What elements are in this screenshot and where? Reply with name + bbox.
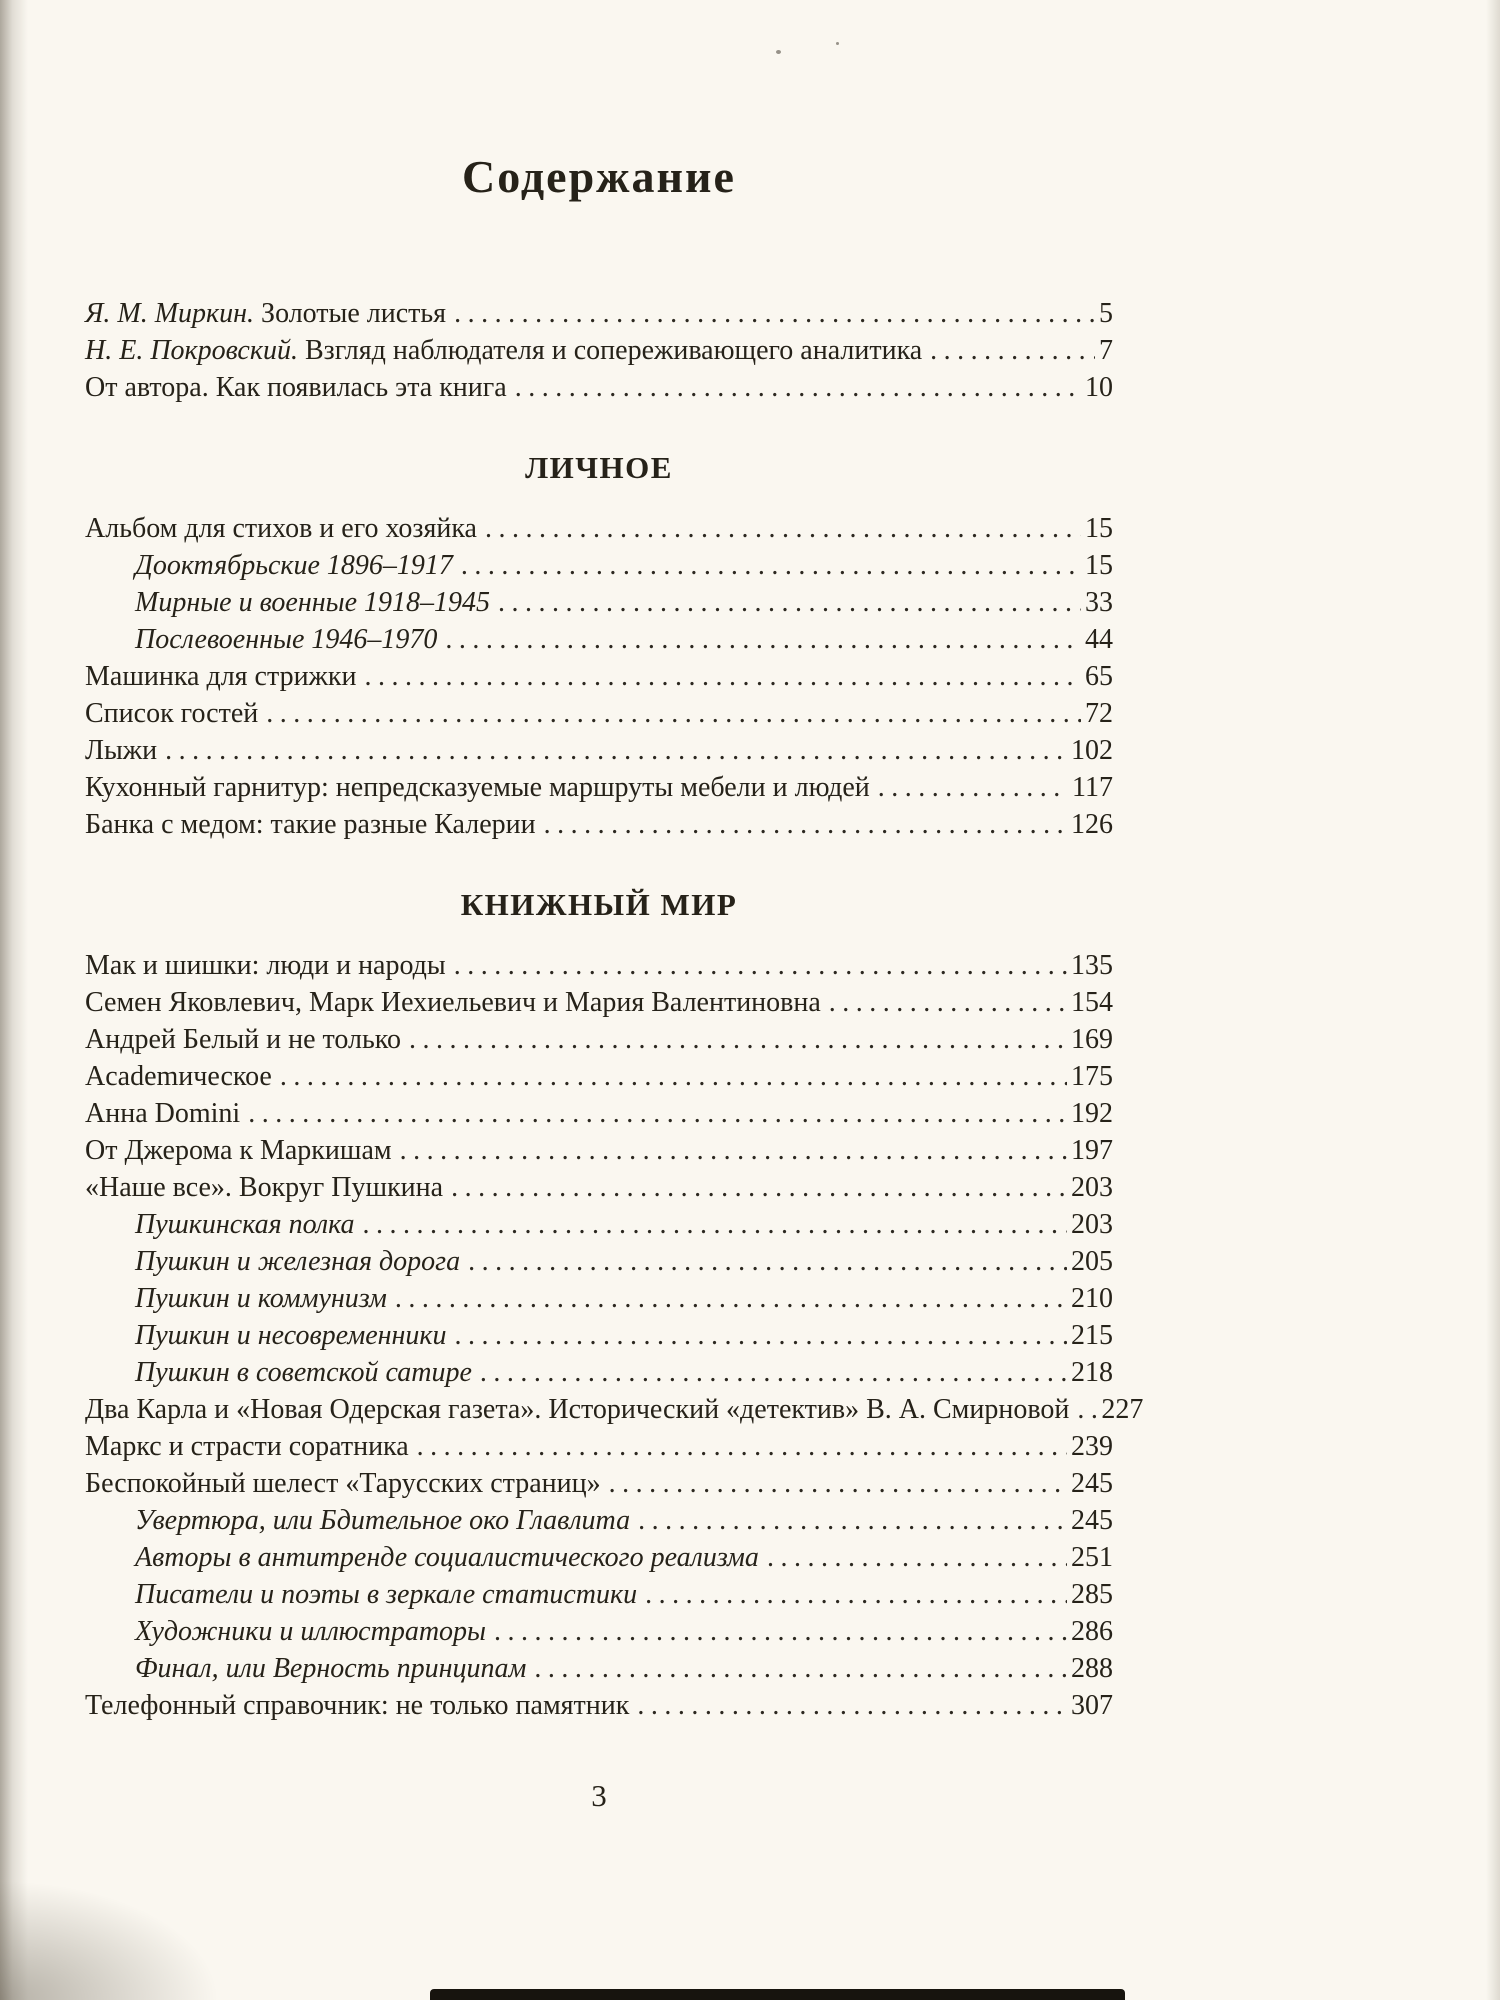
toc-entry-page: 205 (1071, 1246, 1113, 1277)
toc-leader-dots (248, 1095, 1067, 1132)
section-heading: КНИЖНЫЙ МИР (460, 887, 738, 922)
sections-container (85, 450, 1144, 1724)
toc-entry-page: 203 (1071, 1209, 1113, 1240)
toc-entry (85, 1243, 1113, 1280)
toc-entry-page: 135 (1071, 950, 1113, 981)
toc-entry-page: 227 (1101, 1394, 1144, 1425)
toc-entry-page: 44 (1085, 624, 1113, 655)
toc-leader-dots (280, 1058, 1067, 1095)
toc-entry (85, 769, 1113, 806)
toc-entry-page: 5 (1099, 298, 1113, 329)
toc-leader-dots (468, 1243, 1067, 1280)
toc-leader-dots (266, 695, 1081, 732)
toc-entry (85, 1132, 1113, 1169)
toc-leader-dots (609, 1465, 1067, 1502)
toc-entry-title: Список гостей (85, 698, 259, 729)
toc-entry-page: 251 (1071, 1542, 1113, 1573)
toc-leader-dots (409, 1021, 1067, 1058)
toc-entry-title: Анна Domini (85, 1098, 241, 1129)
toc-entry-title: Авторы в антитренде социалистического реализма (135, 1542, 759, 1573)
toc-entry-title: Послевоенные 1946–1970 (135, 624, 438, 655)
toc-entry (85, 1206, 1113, 1243)
toc-leader-dots (364, 658, 1081, 695)
toc-entry-title: Беспокойный шелест «Тарусских страниц» (85, 1468, 601, 1499)
toc-entry-page: 215 (1071, 1320, 1113, 1351)
toc-leader-dots (1077, 1391, 1097, 1428)
toc-leader-dots (485, 510, 1081, 547)
toc-leader-dots (165, 732, 1067, 769)
toc-entry-page: 288 (1071, 1653, 1113, 1684)
toc-entry (85, 1650, 1113, 1687)
toc-leader-dots (363, 1206, 1067, 1243)
toc-entry-page: 33 (1085, 587, 1113, 618)
toc-leader-dots (480, 1354, 1067, 1391)
toc-entry-title: Два Карла и «Новая Одерская газета». Исторический «детектив» В. А. Смирновой (85, 1394, 1070, 1425)
toc-entry (85, 1280, 1113, 1317)
section-heading: ЛИЧНОЕ (525, 450, 673, 485)
toc-leader-dots (767, 1539, 1067, 1576)
toc-entry (85, 1058, 1113, 1095)
toc-entry-title: Н. Е. Покровский. Взгляд наблюдателя и сопереживающего аналитика (85, 335, 923, 366)
toc-entry-title: Дооктябрьские 1896–1917 (135, 550, 453, 581)
toc-entry-title: Кухонный гарнитур: непредсказуемые маршруты мебели и людей (85, 772, 870, 803)
toc-entry (85, 1613, 1113, 1650)
toc-entry-page: 286 (1071, 1616, 1113, 1647)
toc-leader-dots (515, 369, 1081, 406)
toc-entry-page: 169 (1071, 1024, 1113, 1055)
toc-leader-dots (638, 1502, 1067, 1539)
toc-entry (85, 947, 1113, 984)
toc-entry-title: От автора. Как появилась эта книга (85, 372, 507, 403)
toc-entry-page: 239 (1071, 1431, 1113, 1462)
toc-entry (85, 547, 1113, 584)
toc-leader-dots (544, 806, 1067, 843)
toc-entry-title: Лыжи (85, 735, 158, 766)
toc-entry-page: 203 (1071, 1172, 1113, 1203)
toc-entry-title: Маркс и страсти соратника (85, 1431, 409, 1462)
toc-entry-page: 15 (1085, 513, 1113, 544)
page-title: Содержание (462, 151, 736, 202)
toc-entry (85, 1428, 1113, 1465)
toc-entry-page: 126 (1071, 809, 1113, 840)
toc-entry (85, 1021, 1113, 1058)
toc-entry-page: 117 (1072, 772, 1113, 803)
toc-entry-page: 245 (1071, 1468, 1113, 1499)
toc-entry-title: Машинка для стрижки (85, 661, 357, 692)
page-number: 3 (591, 1778, 607, 1813)
toc-leader-dots (454, 947, 1067, 984)
toc-entry (85, 1502, 1113, 1539)
scan-bottom-bar-artifact (430, 1989, 1125, 2000)
toc-leader-dots (534, 1650, 1067, 1687)
toc-leader-dots (455, 1317, 1067, 1354)
toc-entry (85, 984, 1113, 1021)
scan-speck (836, 42, 839, 45)
toc-leader-dots (829, 984, 1067, 1021)
front-matter-list (85, 295, 1113, 406)
toc-entry (85, 584, 1113, 621)
toc-entry (85, 1317, 1113, 1354)
toc-entry-page: 210 (1071, 1283, 1113, 1314)
toc-leader-dots (445, 621, 1081, 658)
toc-entry (85, 658, 1113, 695)
toc-entry-title: Художники и иллюстраторы (135, 1616, 487, 1647)
toc-leader-dots (645, 1576, 1067, 1613)
toc-leader-dots (454, 295, 1095, 332)
toc-entry (85, 295, 1113, 332)
scan-right-edge-shadow (1486, 0, 1500, 2000)
toc-entry-title: Семен Яковлевич, Марк Иехиельевич и Мария Валентиновна (85, 987, 821, 1018)
toc-entry-title: Academическое (85, 1061, 272, 1092)
toc-entry-title: Пушкин и коммунизм (135, 1283, 387, 1314)
toc-leader-dots (637, 1687, 1067, 1724)
toc-leader-dots (451, 1169, 1067, 1206)
toc-entry-page: 307 (1071, 1690, 1113, 1721)
toc-entry-page: 154 (1071, 987, 1113, 1018)
toc-entry-page: 15 (1085, 550, 1113, 581)
toc-entry (85, 1687, 1113, 1724)
toc-leader-dots (417, 1428, 1067, 1465)
toc-entry-author: Н. Е. Покровский. (85, 335, 298, 366)
toc-entry-title: Банка с медом: такие разные Калерии (85, 809, 536, 840)
toc-entry (85, 1539, 1113, 1576)
toc-entry-title: От Джерома к Маркишам (85, 1135, 392, 1166)
toc-entry-page: 192 (1071, 1098, 1113, 1129)
toc-entry (85, 621, 1113, 658)
toc-entry-page: 72 (1085, 698, 1113, 729)
toc-entry-page: 218 (1071, 1357, 1113, 1388)
toc-entry-title: Пушкин и железная дорога (135, 1246, 461, 1277)
toc-content (85, 150, 1144, 1814)
toc-entry-page: 285 (1071, 1579, 1113, 1610)
toc-leader-dots (494, 1613, 1067, 1650)
toc-entry (85, 732, 1113, 769)
toc-leader-dots (498, 584, 1081, 621)
toc-entry (85, 332, 1113, 369)
toc-leader-dots (930, 332, 1095, 369)
toc-entry-title: Пушкин в советской сатире (135, 1357, 472, 1388)
scan-bottom-left-shadow (0, 1880, 220, 2000)
toc-entry (85, 1576, 1113, 1613)
toc-entry (85, 510, 1113, 547)
toc-entry-page: 102 (1071, 735, 1113, 766)
toc-entry-page: 245 (1071, 1505, 1113, 1536)
toc-entry-page: 10 (1085, 372, 1113, 403)
toc-leader-dots (400, 1132, 1067, 1169)
toc-entry-title: Альбом для стихов и его хозяйка (85, 513, 477, 544)
toc-entry-title: Увертюра, или Бдительное око Главлита (135, 1505, 631, 1536)
toc-entry-title: Я. М. Миркин. Золотые листья (85, 298, 447, 329)
toc-leader-dots (878, 769, 1068, 806)
toc-entry-page: 7 (1099, 335, 1113, 366)
toc-entry-page: 65 (1085, 661, 1113, 692)
scan-speck (776, 50, 781, 54)
toc-entry-title: Андрей Белый и не только (85, 1024, 401, 1055)
toc-entry-title: Пушкинская полка (135, 1209, 355, 1240)
toc-entry-title: Мирные и военные 1918–1945 (135, 587, 490, 618)
toc-entry-page: 197 (1071, 1135, 1113, 1166)
scan-left-edge-shadow (0, 0, 28, 2000)
toc-leader-dots (395, 1280, 1067, 1317)
toc-entry-title: Мак и шишки: люди и народы (85, 950, 446, 981)
toc-entry (85, 1465, 1113, 1502)
toc-entry (85, 1354, 1113, 1391)
toc-entry-title: Финал, или Верность принципам (135, 1653, 527, 1684)
toc-entry-title: Пушкин и несовременники (135, 1320, 447, 1351)
toc-entry-title: Телефонный справочник: не только памятник (85, 1690, 630, 1721)
toc-entry-title: Писатели и поэты в зеркале статистики (135, 1579, 638, 1610)
toc-entry (85, 1391, 1144, 1428)
toc-entry (85, 369, 1113, 406)
toc-entry-title: «Наше все». Вокруг Пушкина (85, 1172, 444, 1203)
toc-entry (85, 1169, 1113, 1206)
toc-entry-author: Я. М. Миркин. (85, 298, 255, 329)
toc-entry-page: 175 (1071, 1061, 1113, 1092)
toc-entry (85, 695, 1113, 732)
toc-entry (85, 1095, 1113, 1132)
toc-entry (85, 806, 1113, 843)
toc-leader-dots (461, 547, 1081, 584)
